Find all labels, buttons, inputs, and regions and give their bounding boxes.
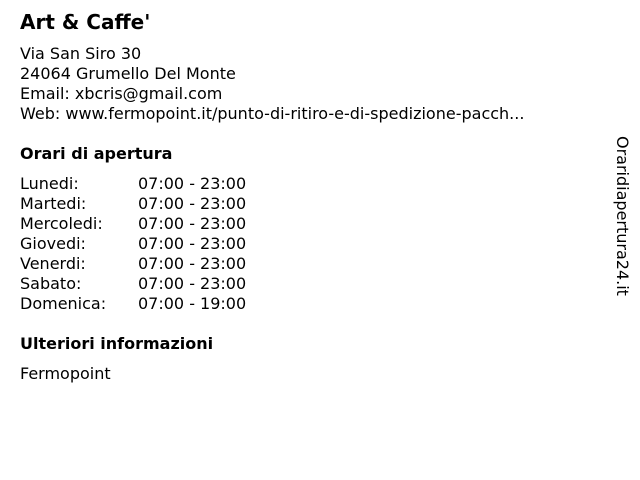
hours-time: 07:00 - 23:00 <box>138 234 247 253</box>
watermark-text: Oraridiapertura24.it <box>613 136 632 296</box>
hours-row-thursday <box>20 234 320 254</box>
opening-hours-heading: Orari di apertura <box>20 144 173 163</box>
hours-day: Sabato: <box>20 274 82 293</box>
site-watermark <box>612 136 632 308</box>
hours-day: Venerdi: <box>20 254 86 273</box>
hours-row-wednesday <box>20 214 320 234</box>
hours-row-sunday <box>20 294 320 314</box>
hours-time: 07:00 - 23:00 <box>138 214 247 233</box>
hours-day: Giovedi: <box>20 234 86 253</box>
additional-info-heading: Ulteriori informazioni <box>20 334 214 353</box>
hours-time: 07:00 - 23:00 <box>138 194 247 213</box>
hours-time: 07:00 - 19:00 <box>138 294 247 313</box>
business-name: Art & Caffe' <box>20 10 151 34</box>
additional-info-text: Fermopoint <box>20 364 111 383</box>
hours-row-friday <box>20 254 320 274</box>
email-line: Email: xbcris@gmail.com <box>20 84 223 103</box>
address-city: 24064 Grumello Del Monte <box>20 64 236 83</box>
hours-time: 07:00 - 23:00 <box>138 254 247 273</box>
hours-row-saturday <box>20 274 320 294</box>
hours-day: Domenica: <box>20 294 107 313</box>
address-street: Via San Siro 30 <box>20 44 142 63</box>
opening-hours-table <box>20 174 320 314</box>
hours-row-monday <box>20 174 320 194</box>
hours-row-tuesday <box>20 194 320 214</box>
hours-day: Lunedi: <box>20 174 79 193</box>
hours-time: 07:00 - 23:00 <box>138 274 247 293</box>
business-contact-block <box>20 44 524 124</box>
hours-day: Martedi: <box>20 194 87 213</box>
hours-time: 07:00 - 23:00 <box>138 174 247 193</box>
web-line: Web: www.fermopoint.it/punto-di-ritiro-e-di-spedizione-pacch... <box>20 104 525 123</box>
hours-day: Mercoledi: <box>20 214 103 233</box>
